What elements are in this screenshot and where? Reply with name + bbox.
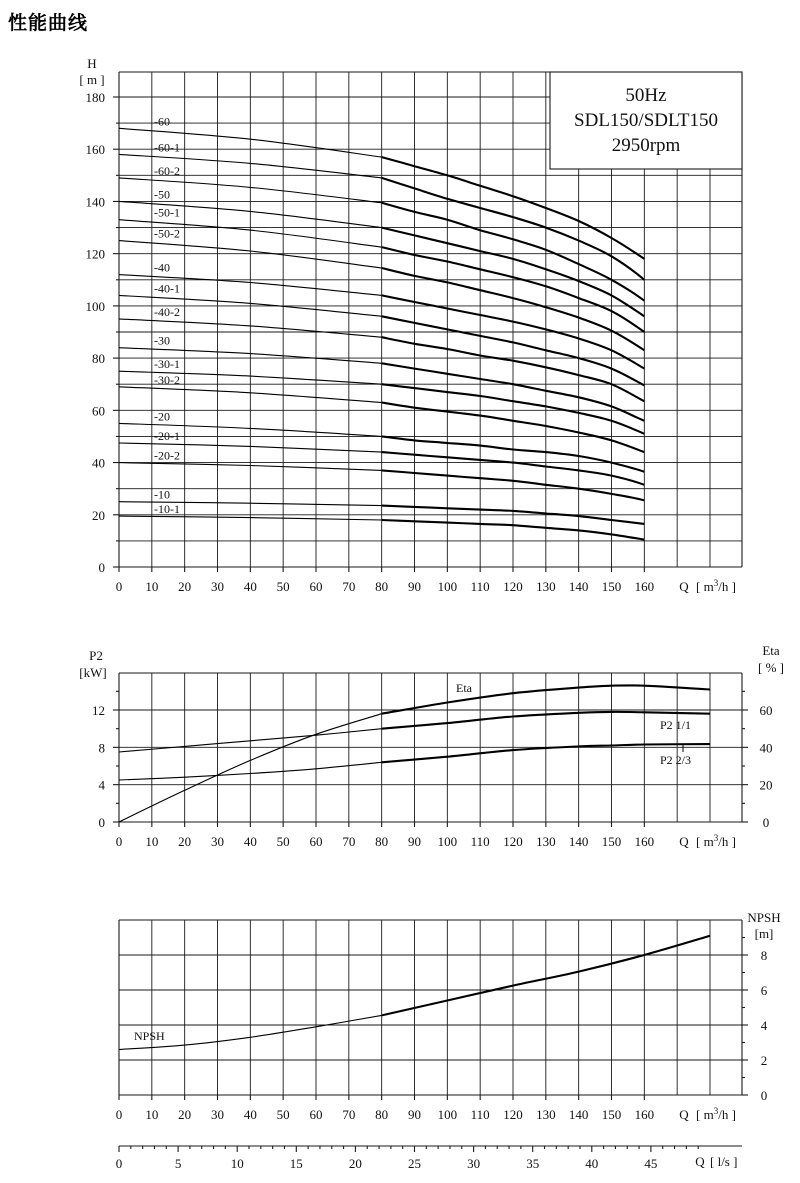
info-speed: 2950rpm <box>611 135 681 156</box>
x-tick-label: 150 <box>601 579 622 594</box>
y-tick-label: 80 <box>92 351 105 367</box>
ls-axis-unit: [ l/s ] <box>710 1154 738 1169</box>
y-axis-unit: [kW] <box>79 665 107 680</box>
head-chart <box>79 56 742 594</box>
ls-tick-label: 15 <box>289 1156 303 1171</box>
ls-tick-label: 40 <box>585 1156 599 1171</box>
x-tick-label: 10 <box>145 834 159 849</box>
x-tick-label: 20 <box>178 579 192 594</box>
x-tick-label: 0 <box>115 834 123 849</box>
head-curve-label: -50 <box>154 187 170 202</box>
ls-tick-label: 20 <box>348 1156 362 1171</box>
x-tick-label: 40 <box>243 834 257 849</box>
head-curve-label: -40-2 <box>154 304 180 319</box>
x-tick-label: 70 <box>342 579 356 594</box>
info-box <box>550 72 742 169</box>
x-tick-label: 0 <box>115 579 123 594</box>
y-tick-label: 4 <box>760 1018 768 1033</box>
x-tick-label: 160 <box>634 579 655 594</box>
x-tick-label: 110 <box>470 834 490 849</box>
head-curve-label: -60 <box>154 114 170 129</box>
y-tick-label: 0 <box>760 1088 768 1103</box>
x-tick-label: 60 <box>309 834 323 849</box>
x-tick-label: 70 <box>342 1107 356 1122</box>
x-tick-label: 120 <box>503 579 523 594</box>
x-tick-label: 120 <box>503 834 523 849</box>
x-tick-label: 130 <box>536 579 556 594</box>
x-tick-label: 40 <box>243 1107 257 1122</box>
x-tick-label: 90 <box>408 834 421 849</box>
x-tick-label: 10 <box>145 579 159 594</box>
head-curve-label: -10-1 <box>154 502 180 517</box>
x-axis-unit: [ $m^3/h$ ] <box>696 578 736 594</box>
x-tick-label: 80 <box>375 834 389 849</box>
info-model: SDL150/SDLT150 <box>574 110 718 131</box>
head-curve-label: -30 <box>154 333 170 348</box>
y-tick-label: 8 <box>98 740 105 756</box>
power-chart <box>79 643 784 849</box>
head-curve-label: -20 <box>154 409 170 424</box>
x-tick-label: 40 <box>243 579 257 594</box>
ls-axis-label: Q <box>695 1154 705 1169</box>
p2-full-label: P2 1/1 <box>660 718 692 732</box>
y-axis-unit: [m] <box>754 926 774 941</box>
x-tick-label: 30 <box>211 579 224 594</box>
head-curve-label: -40 <box>154 260 170 275</box>
x-tick-label: 50 <box>276 579 290 594</box>
x-tick-label: 60 <box>309 1107 323 1122</box>
x-tick-label: 30 <box>211 834 224 849</box>
head-curve-label: -20-2 <box>154 448 180 463</box>
head-curve-label: -60-2 <box>154 163 180 178</box>
x-axis-label: Q <box>679 834 689 849</box>
x-tick-label: 110 <box>470 1107 490 1122</box>
x-tick-label: 140 <box>568 1107 589 1122</box>
x-tick-label: 130 <box>536 834 556 849</box>
y-tick-label: 100 <box>85 298 105 314</box>
x-tick-label: 110 <box>470 579 490 594</box>
y-right-tick-label: 40 <box>759 740 773 756</box>
y-axis-label: NPSH <box>747 910 781 925</box>
head-curve-label: -50-1 <box>154 205 180 220</box>
x-tick-label: 80 <box>375 1107 389 1122</box>
ls-tick-label: 45 <box>644 1156 658 1171</box>
y-tick-label: 2 <box>760 1053 768 1068</box>
eta-label: Eta <box>456 681 472 695</box>
x-tick-label: 100 <box>437 579 458 594</box>
y-tick-label: 40 <box>92 455 105 471</box>
y-right-tick-label: 60 <box>759 703 773 718</box>
head-curve-label: -10 <box>154 487 170 502</box>
x-tick-label: 140 <box>568 579 589 594</box>
x-tick-label: 90 <box>408 1107 421 1122</box>
x-tick-label: 90 <box>408 579 421 594</box>
y-tick-label: 20 <box>92 507 105 523</box>
ls-tick-label: 35 <box>526 1156 540 1171</box>
ls-tick-label: 5 <box>174 1156 182 1171</box>
y-tick-label: 6 <box>760 983 768 998</box>
ls-tick-label: 25 <box>408 1156 421 1171</box>
x-axis-unit: [ $m^3/h$ ] <box>696 1106 736 1122</box>
y-right-axis-unit: [ % ] <box>758 660 784 675</box>
y-tick-label: 60 <box>92 403 105 419</box>
x-tick-label: 160 <box>634 834 655 849</box>
page-title: 性能曲线 <box>8 12 89 34</box>
x-tick-label: 120 <box>503 1107 523 1122</box>
y-tick-label: 180 <box>85 90 105 105</box>
npsh-chart <box>116 910 781 1171</box>
x-tick-label: 50 <box>276 1107 290 1122</box>
x-tick-label: 130 <box>536 1107 556 1122</box>
x-axis-label: Q <box>679 1107 689 1122</box>
y-tick-label: 160 <box>85 142 105 158</box>
ls-tick-label: 0 <box>115 1156 123 1171</box>
ls-tick-label: 30 <box>467 1156 481 1171</box>
head-curve-label: -40-1 <box>154 281 180 296</box>
x-tick-label: 70 <box>342 834 356 849</box>
x-tick-label: 60 <box>309 579 323 594</box>
y-tick-label: 4 <box>98 777 105 793</box>
y-tick-label: 8 <box>760 948 768 963</box>
y-axis-label: P2 <box>89 648 103 663</box>
x-tick-label: 10 <box>145 1107 159 1122</box>
npsh-curve-label: NPSH <box>134 1029 165 1043</box>
y-right-tick-label: 20 <box>759 777 773 793</box>
y-tick-label: 0 <box>98 815 105 830</box>
y-axis-label: H <box>87 56 97 71</box>
y-tick-label: 12 <box>92 703 105 718</box>
x-tick-label: 140 <box>568 834 589 849</box>
x-tick-label: 150 <box>601 834 622 849</box>
x-axis-label: Q <box>679 579 689 594</box>
y-tick-label: 120 <box>85 246 105 262</box>
p2-two-thirds-label: P2 2/3 <box>660 753 692 767</box>
x-tick-label: 160 <box>634 1107 655 1122</box>
x-tick-label: 150 <box>601 1107 622 1122</box>
x-tick-label: 100 <box>437 1107 458 1122</box>
x-tick-label: 30 <box>211 1107 224 1122</box>
head-curve-label: -30-2 <box>154 372 180 387</box>
ls-tick-label: 10 <box>230 1156 244 1171</box>
x-tick-label: 50 <box>276 834 290 849</box>
head-curve-label: -20-1 <box>154 428 180 443</box>
y-right-tick-label: 0 <box>762 815 770 830</box>
x-axis-unit: [ $m^3/h$ ] <box>696 833 736 849</box>
y-tick-label: 0 <box>98 560 105 575</box>
head-curve-label: -60-1 <box>154 140 180 155</box>
x-tick-label: 20 <box>178 1107 192 1122</box>
head-curve-label: -30-1 <box>154 357 180 372</box>
x-tick-label: 100 <box>437 834 458 849</box>
x-tick-label: 20 <box>178 834 192 849</box>
head-curve-label: -50-2 <box>154 226 180 241</box>
y-right-axis-label: Eta <box>762 643 780 658</box>
x-tick-label: 80 <box>375 579 389 594</box>
y-tick-label: 140 <box>85 194 105 210</box>
info-frequency: 50Hz <box>625 85 667 106</box>
y-axis-unit: [ m ] <box>79 72 105 87</box>
x-tick-label: 0 <box>115 1107 123 1122</box>
